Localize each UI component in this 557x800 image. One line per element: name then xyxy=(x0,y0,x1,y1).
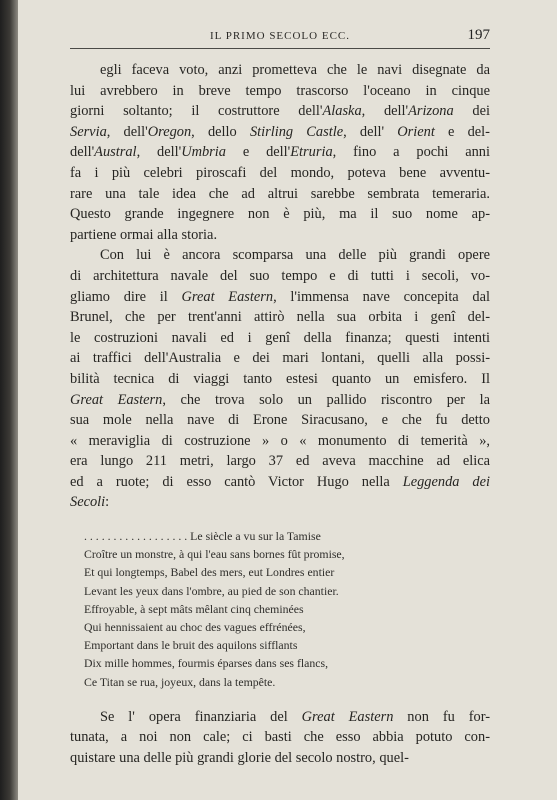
text-line xyxy=(70,266,490,287)
verse-line: Levant les yeux dans l'ombre, au pied de son chantier. xyxy=(84,583,339,598)
text-run: partiene ormai alla storia. xyxy=(70,226,218,243)
italic-text: Arizona xyxy=(408,103,454,120)
page-header xyxy=(70,27,490,49)
text-run: di architettura navale del suo tempo e di tutti i secoli, vo- xyxy=(70,267,490,284)
text-line xyxy=(70,451,490,472)
verse-line: Effroyable, à sept mâts mêlant cinq cheminées xyxy=(84,601,304,616)
italic-text: Great Eastern xyxy=(70,391,163,408)
text-run: quistare una delle più grandi glorie del secolo nostro, quel- xyxy=(70,749,409,766)
text-line xyxy=(70,390,490,411)
header-rule xyxy=(70,48,490,49)
italic-text: Great Eastern xyxy=(301,708,394,725)
page-number: 197 xyxy=(467,27,490,43)
text-run: , dello xyxy=(191,123,250,140)
text-run: : xyxy=(105,494,110,511)
text-line xyxy=(70,142,490,163)
text-run: non fu for- xyxy=(393,708,491,725)
verse-line: Dix mille hommes, fourmis éparses dans ses flancs, xyxy=(84,656,329,671)
verse-line: Ce Titan se rua, joyeux, dans la tempête. xyxy=(84,674,276,689)
paragraph-3 xyxy=(70,707,490,769)
text-line xyxy=(70,727,490,748)
text-run: Brunel, che per trent'anni attirò nella sua orbita i genî del- xyxy=(70,309,490,326)
text-line xyxy=(70,245,490,266)
text-run: e del- xyxy=(434,123,490,140)
running-head: IL PRIMO SECOLO ECC. xyxy=(210,30,350,42)
text-line xyxy=(70,287,490,308)
text-line xyxy=(70,81,490,102)
text-run: Con lui è ancora scomparsa una delle più grandi opere xyxy=(100,247,490,264)
text-run: le costruzioni navali ed i genî della finanza; questi intenti xyxy=(70,329,490,346)
text-run: ed a ruote; di esso cantò Victor Hugo nella xyxy=(70,473,403,490)
text-line xyxy=(70,410,490,431)
paragraph-2 xyxy=(70,245,490,513)
italic-text: Alaska xyxy=(322,103,362,120)
text-line xyxy=(70,707,490,728)
text-run: gliamo dire il xyxy=(70,288,182,305)
verse-line: Et qui longtemps, Babel des mers, eut Londres entier xyxy=(84,565,335,580)
text-line xyxy=(70,492,490,513)
text-run: , dell' xyxy=(136,144,182,161)
text-run: rare una tale idea che ad altrui sarebbe sembrata temeraria. xyxy=(70,185,490,202)
text-run: lui avrebbero in breve tempo trascorso l'oceano in cinque xyxy=(70,82,490,99)
italic-text: Oregon xyxy=(147,123,192,140)
text-run: ai traffici dell'Australia e dei mari lontani, quelli alla possi- xyxy=(70,350,490,367)
page-body xyxy=(70,60,490,769)
text-run: Questo grande ingegnere non è più, ma il suo nome ap- xyxy=(70,206,490,223)
text-line xyxy=(70,328,490,349)
text-run: Se l' opera finanziaria del xyxy=(100,708,302,725)
text-line xyxy=(70,163,490,184)
text-line xyxy=(70,431,490,452)
italic-text: Umbria xyxy=(181,144,226,161)
text-line xyxy=(70,307,490,328)
text-line xyxy=(70,122,490,143)
italic-text: Orient xyxy=(397,123,435,140)
text-run: era lungo 211 metri, largo 37 ed aveva macchine ad elica xyxy=(70,453,490,470)
text-run: e dell' xyxy=(225,144,291,161)
text-run: egli faceva voto, anzi prometteva che le navi disegnate da xyxy=(100,62,490,78)
text-run: giorni soltanto; il costruttore dell' xyxy=(70,103,323,120)
text-line xyxy=(70,204,490,225)
text-line xyxy=(70,369,490,390)
verse-quotation xyxy=(70,527,490,691)
text-line xyxy=(70,748,490,769)
italic-text: Stirling Castle xyxy=(249,123,344,140)
italic-text: Etruria xyxy=(290,144,333,161)
text-run: , l'immensa nave concepita dal xyxy=(273,288,491,305)
text-run: sua mole nella nave di Erone Siracusano, e che fu detto xyxy=(70,412,490,429)
verse-line: . . . . . . . . . . . . . . . . . . Le siècle a vu sur la Tamise xyxy=(84,529,321,544)
text-run: dei xyxy=(453,103,490,120)
italic-text: Servia xyxy=(70,123,107,140)
text-line xyxy=(70,60,490,81)
text-run: dell' xyxy=(70,144,95,161)
text-line xyxy=(70,348,490,369)
paragraph-1 xyxy=(70,60,490,245)
verse-line: Qui hennissaient au choc des vagues effrénées, xyxy=(84,620,306,634)
text-run: , dell' xyxy=(361,103,409,120)
book-spine-shadow xyxy=(0,0,18,800)
italic-text: Great Eastern xyxy=(181,288,274,305)
text-line xyxy=(70,472,490,493)
text-run: tunata, a noi non cale; ci basti che esso abbia potuto con- xyxy=(70,729,490,746)
text-run: fa i più celebri piroscafi del mondo, poteva bene avventu- xyxy=(70,164,490,181)
text-run: , dell' xyxy=(343,123,398,140)
text-line xyxy=(70,184,490,205)
text-run: , fino a pochi anni xyxy=(332,144,490,161)
italic-text: Secoli xyxy=(70,494,106,511)
text-run: « meraviglia di costruzione » o « monumento di temerità », xyxy=(70,432,490,449)
text-line xyxy=(70,101,490,122)
text-run: bilità tecnica di viaggi tanto estesi quanto un emisfero. Il xyxy=(70,370,490,387)
text-run: , dell' xyxy=(106,123,148,140)
verse-line: Croître un monstre, à qui l'eau sans bornes fût promise, xyxy=(84,547,345,562)
italic-text: Austral xyxy=(94,144,137,161)
text-line xyxy=(70,225,490,246)
verse-line: Emportant dans le bruit des aquilons sifflants xyxy=(84,638,298,653)
text-run: , che trova solo un pallido riscontro per la xyxy=(162,391,490,408)
italic-text: Leggenda dei xyxy=(402,473,490,490)
